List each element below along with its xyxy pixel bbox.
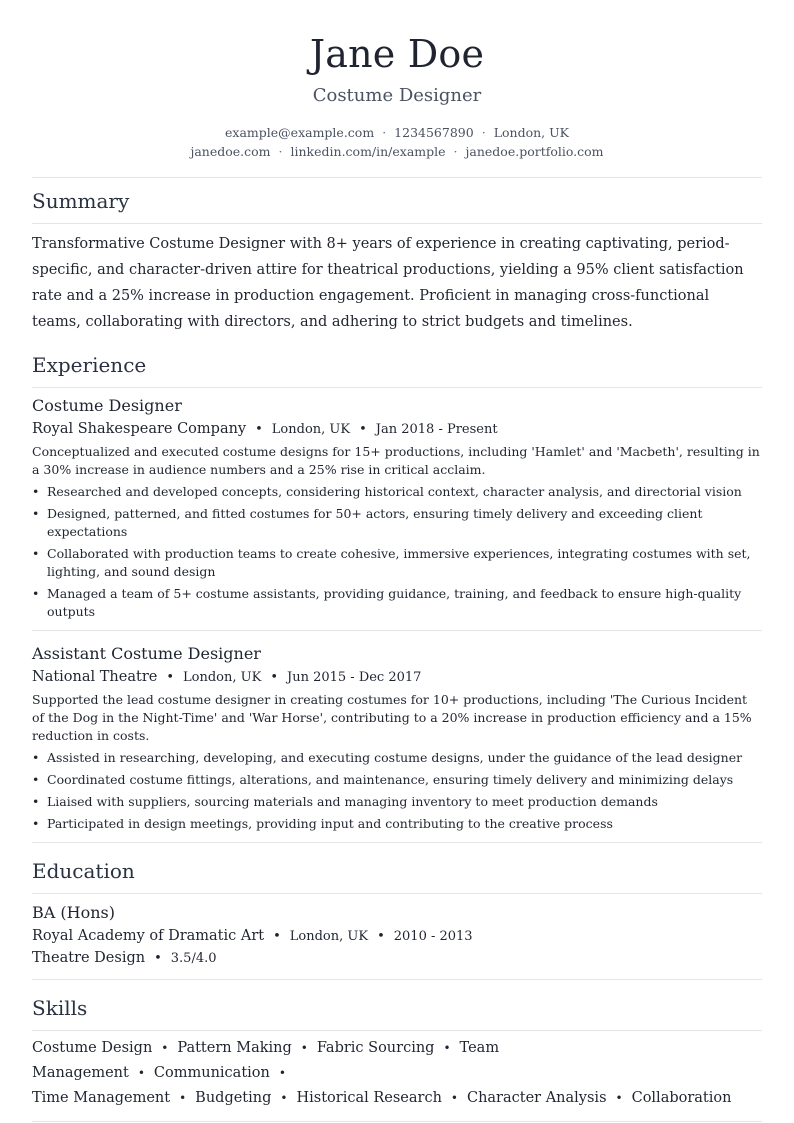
job-location: London, UK	[271, 421, 351, 437]
gpa: 3.5/4.0	[170, 950, 217, 966]
job-bullets	[32, 749, 762, 833]
skill-item: Team Management	[32, 1039, 500, 1081]
divider	[32, 630, 762, 631]
list-item: • Liaised with suppliers, sourcing materials and managing inventory to meet production demands	[32, 793, 762, 811]
company-name: National Theatre	[32, 668, 158, 685]
job-location: London, UK	[183, 669, 262, 685]
field-of-study: Theatre Design	[32, 949, 146, 966]
list-item: • Designed, patterned, and fitted costumes for 50+ actors, ensuring timely delivery and exceeding client expectations	[32, 505, 762, 541]
summary-text: Transformative Costume Designer with 8+ years of experience in creating captivating, period-specific, and character-driven attire for theatrical productions, yielding a 95% client satisfaction rate and a 25% increase in production engagement. Proficient in managing cross-functional teams, collaborating with directors, and adhering to strict budgets and timelines.	[32, 235, 744, 330]
experience-heading: Experience	[32, 352, 147, 377]
skill-item: Budgeting	[195, 1089, 272, 1106]
list-item: • Participated in design meetings, providing input and contributing to the creative process	[32, 815, 762, 833]
candidate-name: Jane Doe	[309, 32, 485, 76]
degree: BA (Hons)	[32, 902, 115, 922]
divider	[32, 223, 762, 224]
job-bullets	[32, 483, 762, 621]
school-meta: Royal Academy of Dramatic Art • London, UK • 2010 - 2013	[32, 927, 473, 944]
job-entry	[32, 396, 762, 621]
skill-item: Pattern Making	[177, 1039, 292, 1056]
skill-item: Communication	[153, 1064, 270, 1081]
job-description: Supported the lead costume designer in creating costumes for 10+ productions, including 'The Curious Incident of the Dog in the Night-Time' and 'War Horse', contributing to a 20% increase in production efficiency and a 15% reduction in costs.	[32, 691, 752, 743]
field-meta: Theatre Design • 3.5/4.0	[32, 949, 217, 966]
divider	[32, 1030, 762, 1031]
list-item: • Collaborated with production teams to create cohesive, immersive experiences, integrating costumes with set, lighting, and sound design	[32, 545, 762, 581]
skills-list	[32, 1036, 762, 1111]
job-dates: Jun 2015 - Dec 2017	[286, 669, 422, 685]
skill-item: Costume Design	[32, 1039, 153, 1056]
divider	[32, 893, 762, 894]
skills-heading: Skills	[32, 995, 88, 1020]
list-item: • Assisted in researching, developing, and executing costume designs, under the guidance of the lead designer	[32, 749, 762, 767]
job-meta: Royal Shakespeare Company • London, UK • Jan 2018 - Present	[32, 420, 498, 437]
divider	[32, 842, 762, 843]
school-name: Royal Academy of Dramatic Art	[32, 927, 265, 944]
summary-heading: Summary	[32, 188, 130, 213]
linkedin-link[interactable]: linkedin.com/in/example	[290, 143, 446, 159]
website-link[interactable]: janedoe.com	[190, 143, 271, 159]
education-heading: Education	[32, 858, 135, 883]
school-dates: 2010 - 2013	[393, 928, 473, 944]
skills-line-1: Costume Design • Pattern Making • Fabric Sourcing • Team Management • Communication •	[32, 1039, 500, 1081]
divider	[32, 177, 762, 178]
skill-item: Fabric Sourcing	[316, 1039, 435, 1056]
resume-header	[32, 34, 762, 161]
divider	[32, 1121, 762, 1122]
phone-number: 1234567890	[394, 124, 474, 140]
contact-line-1: example@example.com · 1234567890 · London, UK	[225, 124, 569, 140]
divider	[32, 979, 762, 980]
list-item: • Coordinated costume fittings, alterations, and maintenance, ensuring timely delivery and minimizing delays	[32, 771, 762, 789]
skill-item: Collaboration	[631, 1089, 732, 1106]
list-item: • Researched and developed concepts, considering historical context, character analysis, and directorial vision	[32, 483, 762, 501]
job-dates: Jan 2018 - Present	[375, 421, 498, 437]
job-description: Conceptualized and executed costume designs for 15+ productions, including 'Hamlet' and 'Macbeth', resulting in a 30% increase in audience numbers and a 25% rise in critical acclaim.	[32, 443, 760, 477]
portfolio-link[interactable]: janedoe.portfolio.com	[465, 143, 604, 159]
job-title: Assistant Costume Designer	[32, 643, 261, 663]
list-item: • Managed a team of 5+ costume assistants, providing guidance, training, and feedback to ensure high-quality outputs	[32, 585, 762, 621]
job-entry	[32, 644, 762, 833]
skills-line-2: Time Management • Budgeting • Historical Research • Character Analysis • Collaboration	[32, 1089, 732, 1106]
education-entry	[32, 903, 762, 966]
school-location: London, UK	[289, 928, 369, 944]
contact-info	[32, 123, 762, 161]
email-link[interactable]: example@example.com	[225, 124, 375, 140]
skill-item: Character Analysis	[466, 1089, 607, 1106]
location-text: London, UK	[493, 124, 569, 140]
candidate-title: Costume Designer	[312, 84, 482, 106]
company-name: Royal Shakespeare Company	[32, 420, 247, 437]
divider	[32, 387, 762, 388]
skill-item: Historical Research	[296, 1089, 442, 1106]
job-title: Costume Designer	[32, 395, 182, 415]
resume-page	[32, 0, 762, 1122]
skill-item: Time Management	[32, 1089, 171, 1106]
contact-line-2: janedoe.com · linkedin.com/in/example · janedoe.portfolio.com	[190, 143, 604, 159]
job-meta: National Theatre • London, UK • Jun 2015 - Dec 2017	[32, 668, 422, 685]
